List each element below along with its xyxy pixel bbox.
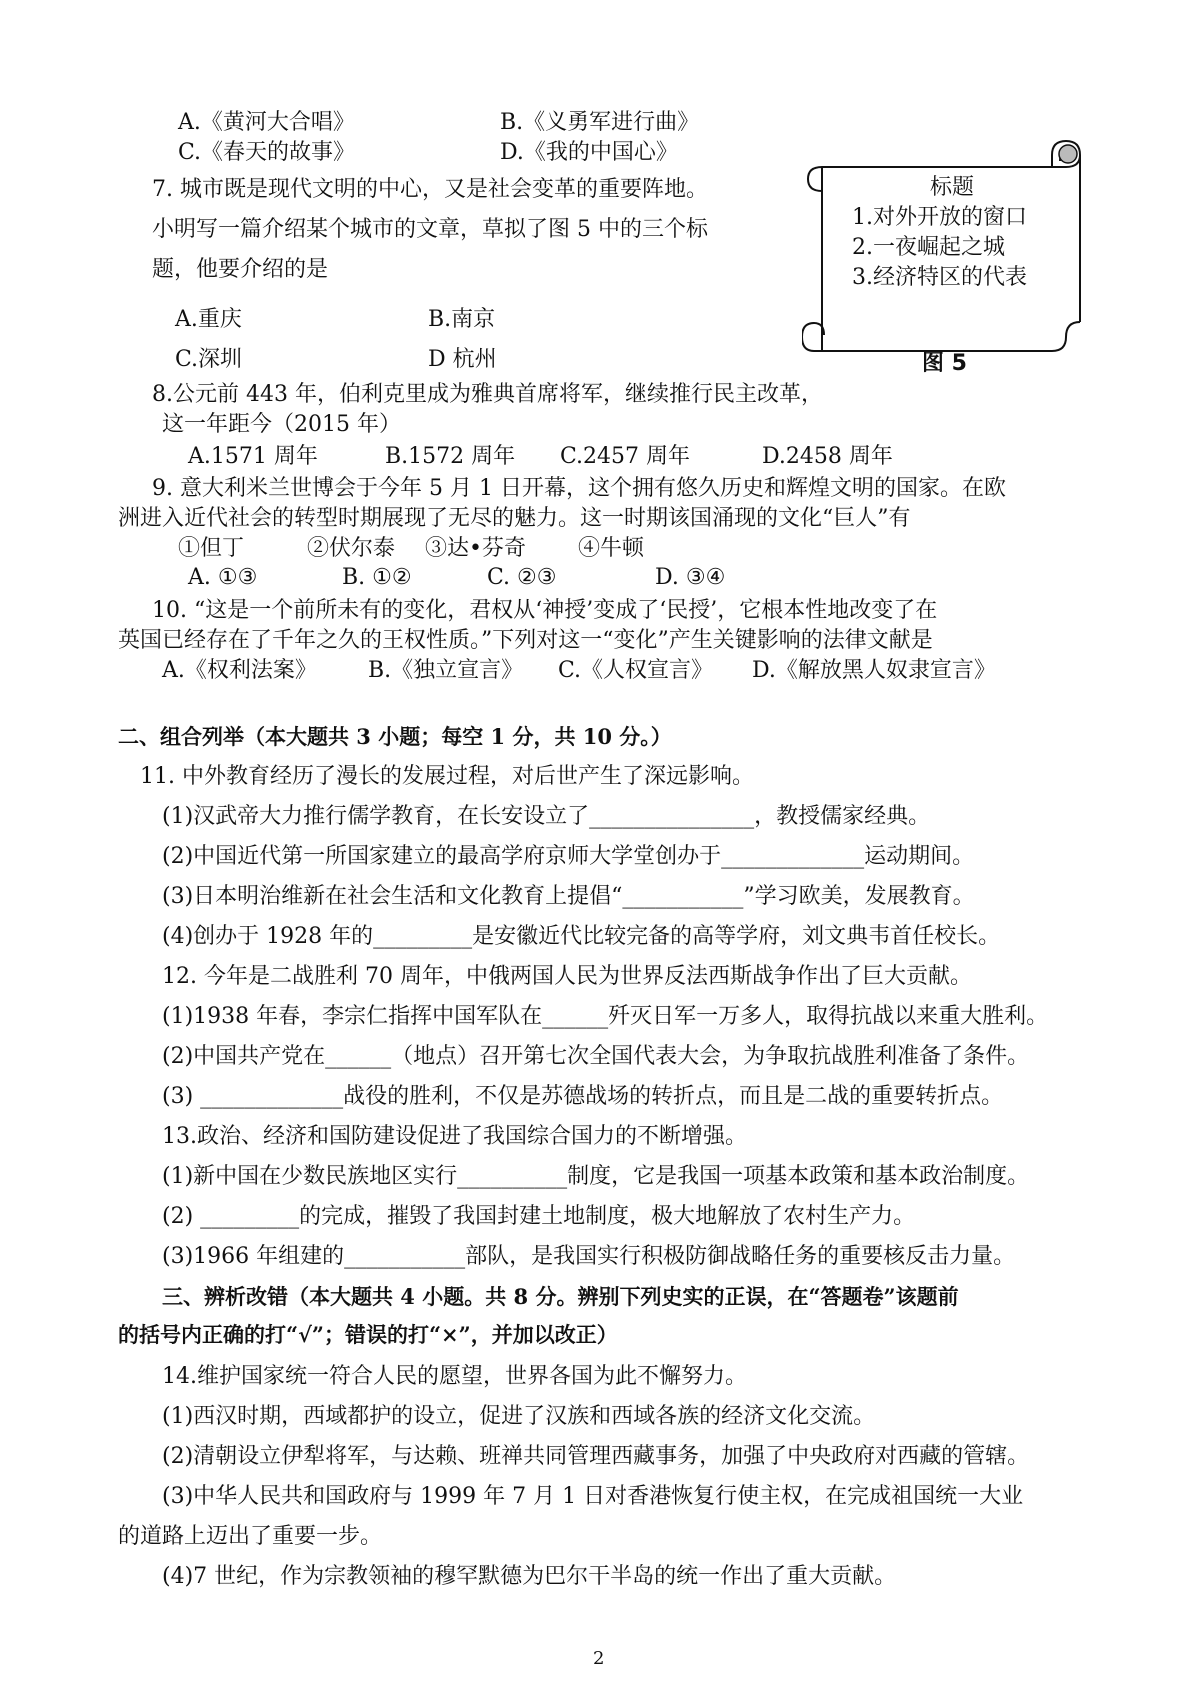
q13-line-1: (1)新中国在少数民族地区实行__________制度，它是我国一项基本政策和基本政治制度。: [162, 1164, 1030, 1189]
q11-stem: 11. 中外教育经历了漫长的发展过程，对后世产生了深远影响。: [140, 764, 754, 789]
q13-line-2: (2) _________的完成，摧毁了我国封建土地制度，极大地解放了农村生产力。: [162, 1204, 916, 1229]
q10-option-d: D.《解放黑人奴隶宣言》: [752, 658, 996, 683]
q8-option-a: A.1571 周年: [188, 444, 318, 469]
q6-option-b: B.《义勇军进行曲》: [500, 110, 700, 135]
q10-option-c: C.《人权宣言》: [558, 658, 714, 683]
q7-stem-line-3: 题，他要介绍的是: [152, 257, 329, 282]
q9-option-b: B. ①②: [342, 565, 412, 590]
q14-stem: 14.维护国家统一符合人民的愿望，世界各国为此不懈努力。: [162, 1364, 747, 1389]
q9-item-4: ④牛顿: [578, 536, 645, 561]
section-3-heading-line-1: 三、辨析改错（本大题共 4 小题。共 8 分。辨别下列史实的正误，在“答题卷”该题前: [162, 1284, 959, 1309]
q12-line-1: (1)1938 年春，李宗仁指挥中国军队在______歼灭日军一万多人，取得抗战以来重大胜利。: [162, 1004, 1049, 1029]
q14-line-1: (1)西汉时期，西域都护的设立，促进了汉族和西域各族的经济文化交流。: [162, 1404, 876, 1429]
q13-line-3: (3)1966 年组建的___________部队，是我国实行积极防御战略任务的重要核反击力量。: [162, 1244, 1016, 1269]
q13-stem: 13.政治、经济和国防建设促进了我国综合国力的不断增强。: [162, 1124, 747, 1149]
q7-stem-line-2: 小明写一篇介绍某个城市的文章，草拟了图 5 中的三个标: [152, 217, 708, 242]
q10-stem-line-1: 10. “这是一个前所未有的变化，君权从‘神授’变成了‘民授’，它根本性地改变了在: [152, 598, 938, 623]
q7-option-a: A.重庆: [175, 307, 242, 332]
q6-option-a: A.《黄河大合唱》: [178, 110, 355, 135]
q14-line-4: (4)7 世纪，作为宗教领袖的穆罕默德为巴尔干半岛的统一作出了重大贡献。: [162, 1564, 897, 1589]
q12-line-2: (2)中国共产党在______（地点）召开第七次全国代表大会，为争取抗战胜利准备了条件。: [162, 1044, 1030, 1069]
q9-item-2: ②伏尔泰: [307, 536, 396, 561]
q6-option-d: D.《我的中国心》: [500, 140, 678, 165]
q10-stem-line-2: 英国已经存在了千年之久的王权性质。”下列对这一“变化”产生关键影响的法律文献是: [118, 628, 933, 653]
q6-option-c: C.《春天的故事》: [178, 140, 356, 165]
figure-5-title: 标题: [930, 175, 975, 200]
q14-line-2: (2)清朝设立伊犁将军，与达赖、班禅共同管理西藏事务，加强了中央政府对西藏的管辖。: [162, 1444, 1030, 1469]
q12-line-3: (3) _____________战役的胜利，不仅是苏德战场的转折点，而且是二战的重要转折点。: [162, 1084, 1004, 1109]
page-number: 2: [593, 1648, 605, 1669]
q8-stem-line-1: 8.公元前 443 年，伯利克里成为雅典首席将军，继续推行民主改革，: [152, 382, 823, 407]
q8-option-d: D.2458 周年: [762, 444, 893, 469]
q9-stem-line-2: 洲进入近代社会的转型时期展现了无尽的魅力。这一时期该国涌现的文化“巨人”有: [118, 506, 911, 531]
q9-option-c: C. ②③: [487, 565, 557, 590]
q7-option-d: D 杭州: [428, 347, 497, 372]
section-2-heading: 二、组合列举（本大题共 3 小题；每空 1 分，共 10 分。）: [118, 724, 672, 749]
q8-stem-line-2: 这一年距今（2015 年）: [162, 412, 401, 437]
q11-line-2: (2)中国近代第一所国家建立的最高学府京师大学堂创办于_____________运动期间。: [162, 844, 975, 869]
q9-item-3: ③达•芬奇: [425, 536, 526, 561]
figure-5-item-1: 1.对外开放的窗口: [852, 205, 1027, 230]
q7-option-b: B.南京: [428, 307, 496, 332]
q9-stem-line-1: 9. 意大利米兰世博会于今年 5 月 1 日开幕，这个拥有悠久历史和辉煌文明的国家。在欧: [152, 476, 1006, 501]
figure-5-label: 图 5: [922, 351, 967, 376]
figure-5-scroll: [802, 137, 1092, 362]
q12-stem: 12. 今年是二战胜利 70 周年，中俄两国人民为世界反法西斯战争作出了巨大贡献。: [162, 964, 972, 989]
figure-5-item-2: 2.一夜崛起之城: [852, 235, 1005, 260]
q7-option-c: C.深圳: [175, 347, 243, 372]
q8-option-c: C.2457 周年: [560, 444, 691, 469]
q8-option-b: B.1572 周年: [385, 444, 516, 469]
q10-option-a: A.《权利法案》: [162, 658, 317, 683]
q14-line-3b: 的道路上迈出了重要一步。: [118, 1524, 383, 1549]
q14-line-3a: (3)中华人民共和国政府与 1999 年 7 月 1 日对香港恢复行使主权，在完成祖国统一大业: [162, 1484, 1024, 1509]
q7-stem-line-1: 7. 城市既是现代文明的中心，又是社会变革的重要阵地。: [152, 177, 708, 202]
q9-option-a: A. ①③: [188, 565, 258, 590]
q11-line-4: (4)创办于 1928 年的_________是安徽近代比较完备的高等学府，刘文典韦首任校长。: [162, 924, 1001, 949]
q9-item-1: ①但丁: [178, 536, 245, 561]
q11-line-3: (3)日本明治维新在社会生活和文化教育上提倡“___________”学习欧美，发展教育。: [162, 884, 975, 909]
q9-option-d: D. ③④: [655, 565, 726, 590]
figure-5-item-3: 3.经济特区的代表: [852, 265, 1027, 290]
q11-line-1: (1)汉武帝大力推行儒学教育，在长安设立了_______________，教授儒家经典。: [162, 804, 931, 829]
section-3-heading-line-2: 的括号内正确的打“√”；错误的打“×”，并加以改正）: [118, 1322, 618, 1347]
q10-option-b: B.《独立宣言》: [368, 658, 524, 683]
